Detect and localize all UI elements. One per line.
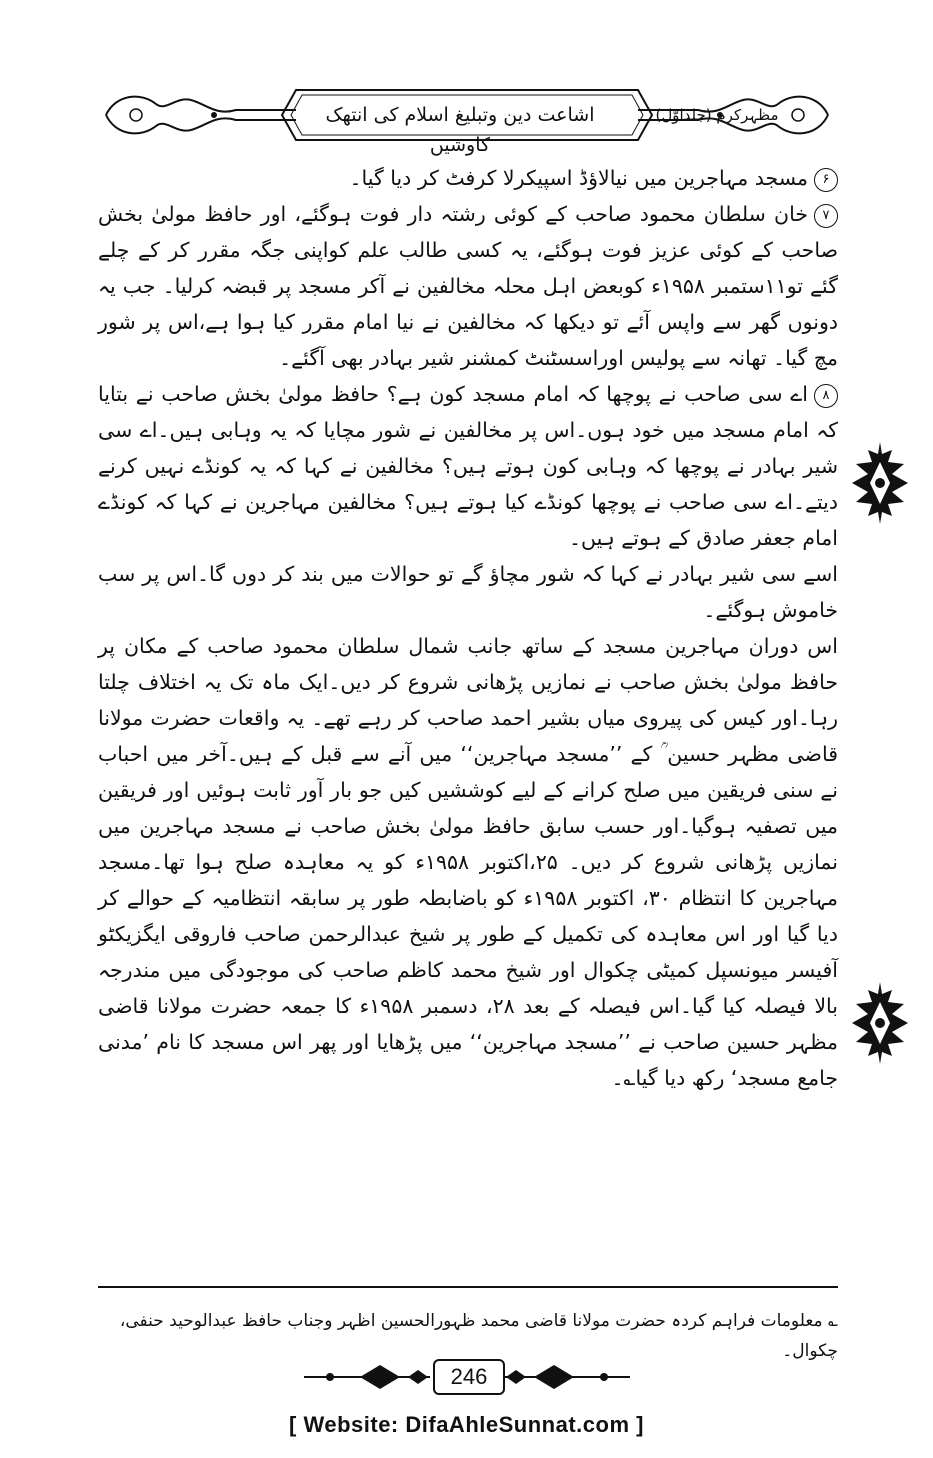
margin-ornament-bottom — [848, 980, 912, 1066]
item-number: ۶ — [814, 168, 838, 192]
paragraph-settlement — [98, 628, 838, 1096]
header-title: اشاعت دین وتبلیغ اسلام کی انتھک کاوشیں — [325, 104, 595, 156]
paragraph-text: اے سی صاحب نے پوچھا کہ امام مسجد کون ہے؟ حافظ مولیٰ بخش صاحب نے بتایا کہ امام مسجد میں خود ہوں۔اس پر مخالفین نے شور مچایا کہ یہ وہابی ہیں۔اے سی شیر بہادر نے پوچھا کہ وہابی کون ہوتے ہیں؟ مخالفین نے کہا کہ یہ کونڈے نہیں کرنے دیتے۔اے سی صاحب نے پوچھا کونڈے کیا ہوتے ہیں؟ مخالفین مہاجرین نے کہا کہ کونڈے امام جعفر صادق کے ہوتے ہیں۔ — [98, 382, 838, 550]
header-volume: مظہرکرم (جلداوّل) — [655, 106, 779, 124]
paragraph-6 — [98, 160, 838, 196]
page-number-ornament — [300, 1357, 634, 1397]
paragraph-text: اس دوران مہاجرین مسجد کے ساتھ جانب شمال سلطان محمود صاحب کے مکان پر حافظ مولیٰ بخش صاحب نے نمازیں پڑھانی شروع کر دیں۔ایک ماہ تک یہ اختلاف چلتا رہا۔اور کیس کی پیروی میاں بشیر احمد صاحب کر رہے تھے۔ یہ واقعات حضرت مولانا قاضی مظہر حسین ؒ کے ’’مسجد مہاجرین‘‘ میں آنے سے قبل کے ہیں۔آخر میں احباب نے سنی فریقین میں صلح کرانے کے لیے کوششیں کیں جو بار آور ثابت ہوئیں اور فریقین میں تصفیہ ہوگیا۔اور حسب سابق حافظ مولیٰ بخش صاحب نے مسجد مہاجرین میں نمازیں پڑھانی شروع کر دیں۔ ۲۵،اکتوبر ۱۹۵۸ء کو یہ معاہدہ صلح ہوا تھا۔مسجد مہاجرین کا انتظام ۳۰، اکتوبر ۱۹۵۸ء کو باضابطہ طور پر سابقہ انتظامیہ کے حوالے کر دیا گیا اور اس معاہدہ کی تکمیل کے طور پر شیخ عبدالرحمن صاحب فاروقی ایگزیکٹو آفیسر میونسپل کمیٹی چکوال اور شیخ محمد کاظم صاحب کی موجودگی میں مندرجہ بالا فیصلہ کیا گیا۔اس فیصلہ کے بعد ۲۸، دسمبر ۱۹۵۸ء کا جمعہ حضرت مولانا قاضی مظہر حسین صاحب نے ’’مسجد مہاجرین‘‘ میں پڑھایا اور پھر اس مسجد کا نام ’مدنی جامع مسجد‘ رکھ دیا گیا؎۔ — [98, 634, 838, 1090]
item-number: ۸ — [814, 384, 838, 408]
paragraph-8 — [98, 376, 838, 556]
margin-ornament-top — [848, 440, 912, 526]
paragraph-text: خان سلطان محمود صاحب کے کوئی رشتہ دار فوت ہوگئے، اور حافظ مولیٰ بخش صاحب کے کوئی عزیز فوت ہوگئے، یہ کسی طالب علم کواپنی جگہ مقرر کر کے چلے گئے تو۱۱ستمبر ۱۹۵۸ء کوبعض اہل محلہ مخالفین نے آکر مسجد پر قبضہ کرلیا۔ جب یہ دونوں گھر سے واپس آئے تو دیکھا کہ مخالفین نے نیا امام مقرر کیا ہوا ہے،اس پر شور مچ گیا۔ تھانہ سے پولیس اوراسسٹنٹ کمشنر شیر بہادر بھی آگئے۔ — [98, 202, 838, 370]
paragraph-7 — [98, 196, 838, 376]
item-number: ۷ — [814, 204, 838, 228]
paragraph-text: اسے سی شیر بہادر نے کہا کہ شور مچاؤ گے تو حوالات میں بند کر دوں گا۔اس پر سب خاموش ہوگئے۔ — [98, 562, 838, 622]
page-number: 246 — [433, 1359, 505, 1395]
paragraph-ac-warning — [98, 556, 838, 628]
footnote-divider — [98, 1286, 838, 1288]
footnote: ؎ معلومات فراہم کردہ حضرت مولانا قاضی محمد ظہورالحسین اظہر وجناب حافظ عبدالوحید حنفی، چکوال۔ — [119, 1311, 838, 1361]
paragraph-text: مسجد مہاجرین میں نیالاؤڈ اسپیکرلا کرفٹ کر دیا گیا۔ — [349, 166, 808, 190]
body-text — [98, 160, 838, 1096]
website-footer: [ Website: DifaAhleSunnat.com ] — [289, 1412, 644, 1437]
